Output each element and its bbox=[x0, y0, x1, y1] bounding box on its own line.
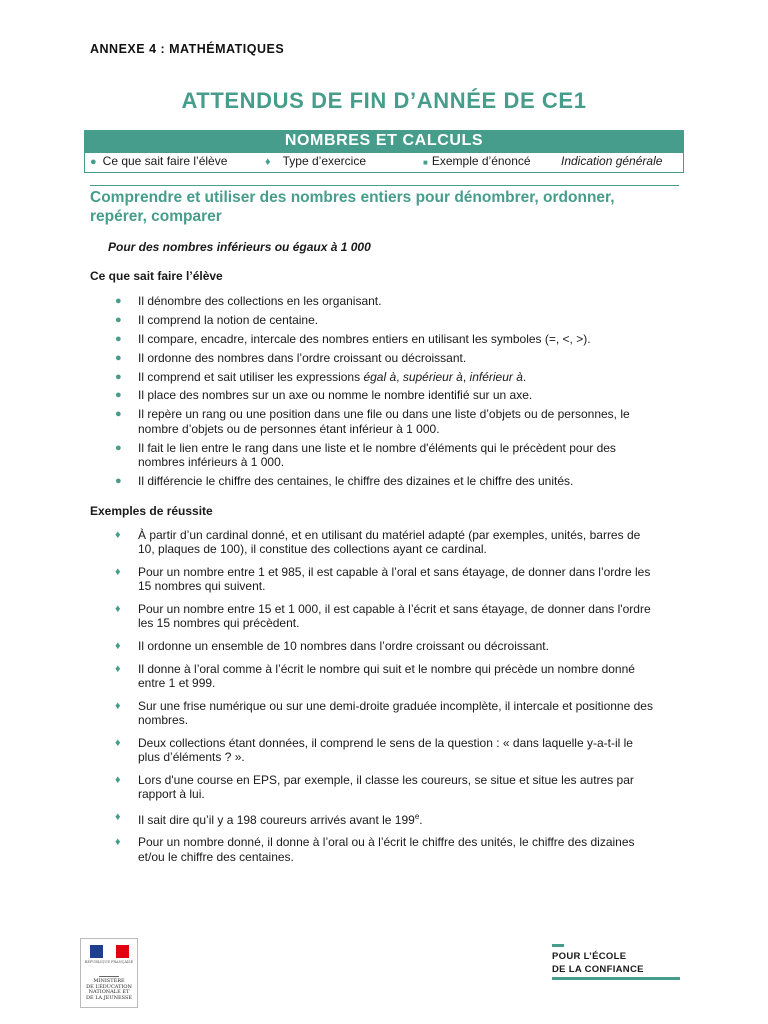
skill-text: Il comprend et sait utiliser les expressions égal à, supérieur à, inférieur à. bbox=[138, 369, 527, 384]
skill-text: Il compare, encadre, intercale des nombres entiers en utilisant les symboles (=, <, >). bbox=[138, 331, 591, 346]
skill-text: Il fait le lien entre le rang dans une liste et le nombre d'éléments qui le précèdent pour des nombres inférieurs à 1 000. bbox=[138, 440, 616, 469]
list-item bbox=[0, 528, 658, 557]
list-item bbox=[0, 773, 658, 802]
list-item bbox=[0, 662, 658, 691]
page-title: ATTENDUS DE FIN D’ANNÉE DE CE1 bbox=[181, 88, 587, 113]
circle-bullet-icon: ● bbox=[115, 408, 122, 421]
list-item bbox=[0, 351, 658, 365]
diamond-bullet-icon: ♦ bbox=[115, 639, 121, 652]
legend-item-general bbox=[561, 154, 662, 168]
square-bullet-icon: ■ bbox=[423, 158, 428, 167]
legend-label: Ce que sait faire l’élève bbox=[102, 154, 228, 168]
list-item bbox=[0, 736, 658, 765]
list-item bbox=[0, 441, 658, 470]
motto-line-2: DE LA CONFIANCE bbox=[552, 964, 644, 975]
list-item bbox=[0, 370, 658, 384]
circle-bullet-icon: ● bbox=[115, 474, 122, 487]
example-text: Pour un nombre entre 15 et 1 000, il est capable à l’écrit et sans étayage, de donner dans l'ordre les 15 nombres qui précèdent. bbox=[138, 601, 651, 631]
ministry-line: NATIONALE ET bbox=[88, 989, 130, 996]
list-item bbox=[0, 294, 658, 308]
legend-item-statement bbox=[423, 154, 531, 168]
legend-item-skill bbox=[90, 154, 227, 168]
diamond-bullet-icon: ♦ bbox=[115, 602, 121, 615]
diamond-bullet-icon: ♦ bbox=[115, 565, 121, 578]
list-item bbox=[0, 602, 658, 631]
list-item bbox=[0, 313, 658, 327]
circle-bullet-icon: ● bbox=[115, 332, 122, 345]
legend-label: Type d’exercice bbox=[282, 154, 366, 168]
list-item bbox=[0, 388, 658, 402]
example-text: Il ordonne un ensemble de 10 nombres dans l’ordre croissant ou décroissant. bbox=[138, 638, 549, 653]
legend-box bbox=[84, 152, 684, 173]
circle-bullet-icon: ● bbox=[115, 351, 122, 364]
skill-text: Il repère un rang ou une position dans une file ou dans une liste d’objets ou de personnes, le nombre d’objets ou de personnes étant inférieur à 1 000. bbox=[138, 407, 630, 436]
republic-caption: RÉPUBLIQUE FRANÇAISE bbox=[84, 960, 134, 964]
legend-item-exercise bbox=[265, 154, 366, 168]
example-text: Pour un nombre donné, il donne à l’oral ou à l’écrit le chiffre des unités, le chiffre des dizaines et/ou le chiffre des centaines. bbox=[138, 835, 635, 864]
list-item bbox=[0, 835, 658, 864]
diamond-bullet-icon: ♦ bbox=[115, 836, 121, 849]
domain-banner: NOMBRES ET CALCULS bbox=[84, 130, 684, 152]
skill-text: Il dénombre des collections en les organisant. bbox=[138, 294, 382, 308]
example-text: Il donne à l’oral comme à l’écrit le nombre qui suit et le nombre qui précède un nombre donné entre 1 et 999. bbox=[138, 661, 635, 690]
diamond-bullet-icon: ♦ bbox=[265, 156, 271, 168]
circle-bullet-icon: ● bbox=[115, 295, 122, 307]
logo-accent-bar bbox=[552, 944, 564, 947]
skill-text: Il comprend la notion de centaine. bbox=[138, 312, 319, 327]
example-text: À partir d’un cardinal donné, et en utilisant du matériel adapté (par exemples, unités, barres de 10, plaques de 100), il constitue des collections ayant ce cardinal. bbox=[138, 528, 641, 557]
ministry-line: DE L’ÉDUCATION bbox=[86, 983, 132, 990]
ministry-line: MINISTÈRE bbox=[93, 978, 125, 984]
skills-heading: Ce que sait faire l’élève bbox=[90, 269, 223, 283]
legend-label: Indication générale bbox=[561, 154, 663, 168]
example-text: Deux collections étant données, il comprend le sens de la question : « dans laquelle y-a-t-il le plus d’éléments ? ». bbox=[138, 735, 633, 764]
list-item bbox=[0, 810, 658, 827]
example-text: Il sait dire qu’il y a 198 coureurs arrivés avant le 199e. bbox=[138, 811, 423, 827]
ministry-logo bbox=[80, 938, 138, 1008]
examples-list bbox=[0, 528, 768, 872]
list-item bbox=[0, 565, 658, 594]
diamond-bullet-icon: ♦ bbox=[115, 662, 121, 675]
ministry-name bbox=[81, 979, 137, 1001]
section-title: Comprendre et utiliser des nombres entiers pour dénombrer, ordonner, repérer, comparer bbox=[90, 189, 615, 225]
circle-bullet-icon: ● bbox=[90, 156, 97, 168]
list-item bbox=[0, 699, 658, 728]
motto-line-1: POUR L’ÉCOLE bbox=[552, 951, 627, 962]
list-item bbox=[0, 407, 658, 436]
circle-bullet-icon: ● bbox=[115, 441, 122, 454]
circle-bullet-icon: ● bbox=[115, 389, 122, 402]
circle-bullet-icon: ● bbox=[115, 313, 122, 326]
diamond-bullet-icon: ♦ bbox=[115, 810, 121, 823]
logo-underline-bar bbox=[552, 977, 680, 980]
skills-list bbox=[0, 294, 768, 493]
legend-label: Exemple d’énoncé bbox=[431, 154, 531, 168]
example-text: Lors d'une course en EPS, par exemple, il classe les coureurs, se situe et situe les autres par rapport à lui. bbox=[138, 772, 634, 801]
diamond-bullet-icon: ♦ bbox=[115, 699, 121, 712]
example-text: Sur une frise numérique ou sur une demi-droite graduée incomplète, il intercale et positionne des nombres. bbox=[138, 698, 653, 727]
diamond-bullet-icon: ♦ bbox=[115, 529, 121, 541]
skill-text: Il place des nombres sur un axe ou nomme le nombre identifié sur un axe. bbox=[138, 388, 533, 403]
example-text: Pour un nombre entre 1 et 985, il est capable à l’oral et sans étayage, de donner dans l’ordre les 15 nombres qui suivent. bbox=[138, 564, 651, 594]
list-item bbox=[0, 474, 658, 488]
examples-heading: Exemples de réussite bbox=[90, 504, 213, 518]
flag-blue-stripe bbox=[90, 945, 103, 958]
diamond-bullet-icon: ♦ bbox=[115, 736, 121, 749]
flag-white-stripe bbox=[103, 945, 116, 958]
list-item bbox=[0, 332, 658, 346]
list-item bbox=[0, 639, 658, 653]
confidence-logo bbox=[552, 944, 680, 980]
diamond-bullet-icon: ♦ bbox=[115, 773, 121, 786]
ministry-line: DE LA JEUNESSE bbox=[85, 994, 133, 1001]
section-divider bbox=[90, 185, 679, 186]
intro-note: Pour des nombres inférieurs ou égaux à 1 000 bbox=[108, 240, 371, 254]
circle-bullet-icon: ● bbox=[115, 370, 122, 383]
flag-red-stripe bbox=[116, 945, 129, 958]
french-flag-icon bbox=[90, 945, 129, 958]
logo-divider bbox=[99, 976, 119, 977]
skill-text: Il différencie le chiffre des centaines, le chiffre des dizaines et le chiffre des unités. bbox=[138, 473, 574, 488]
skill-text: Il ordonne des nombres dans l’ordre croissant ou décroissant. bbox=[138, 350, 467, 365]
annex-label: ANNEXE 4 : MATHÉMATIQUES bbox=[90, 42, 285, 56]
